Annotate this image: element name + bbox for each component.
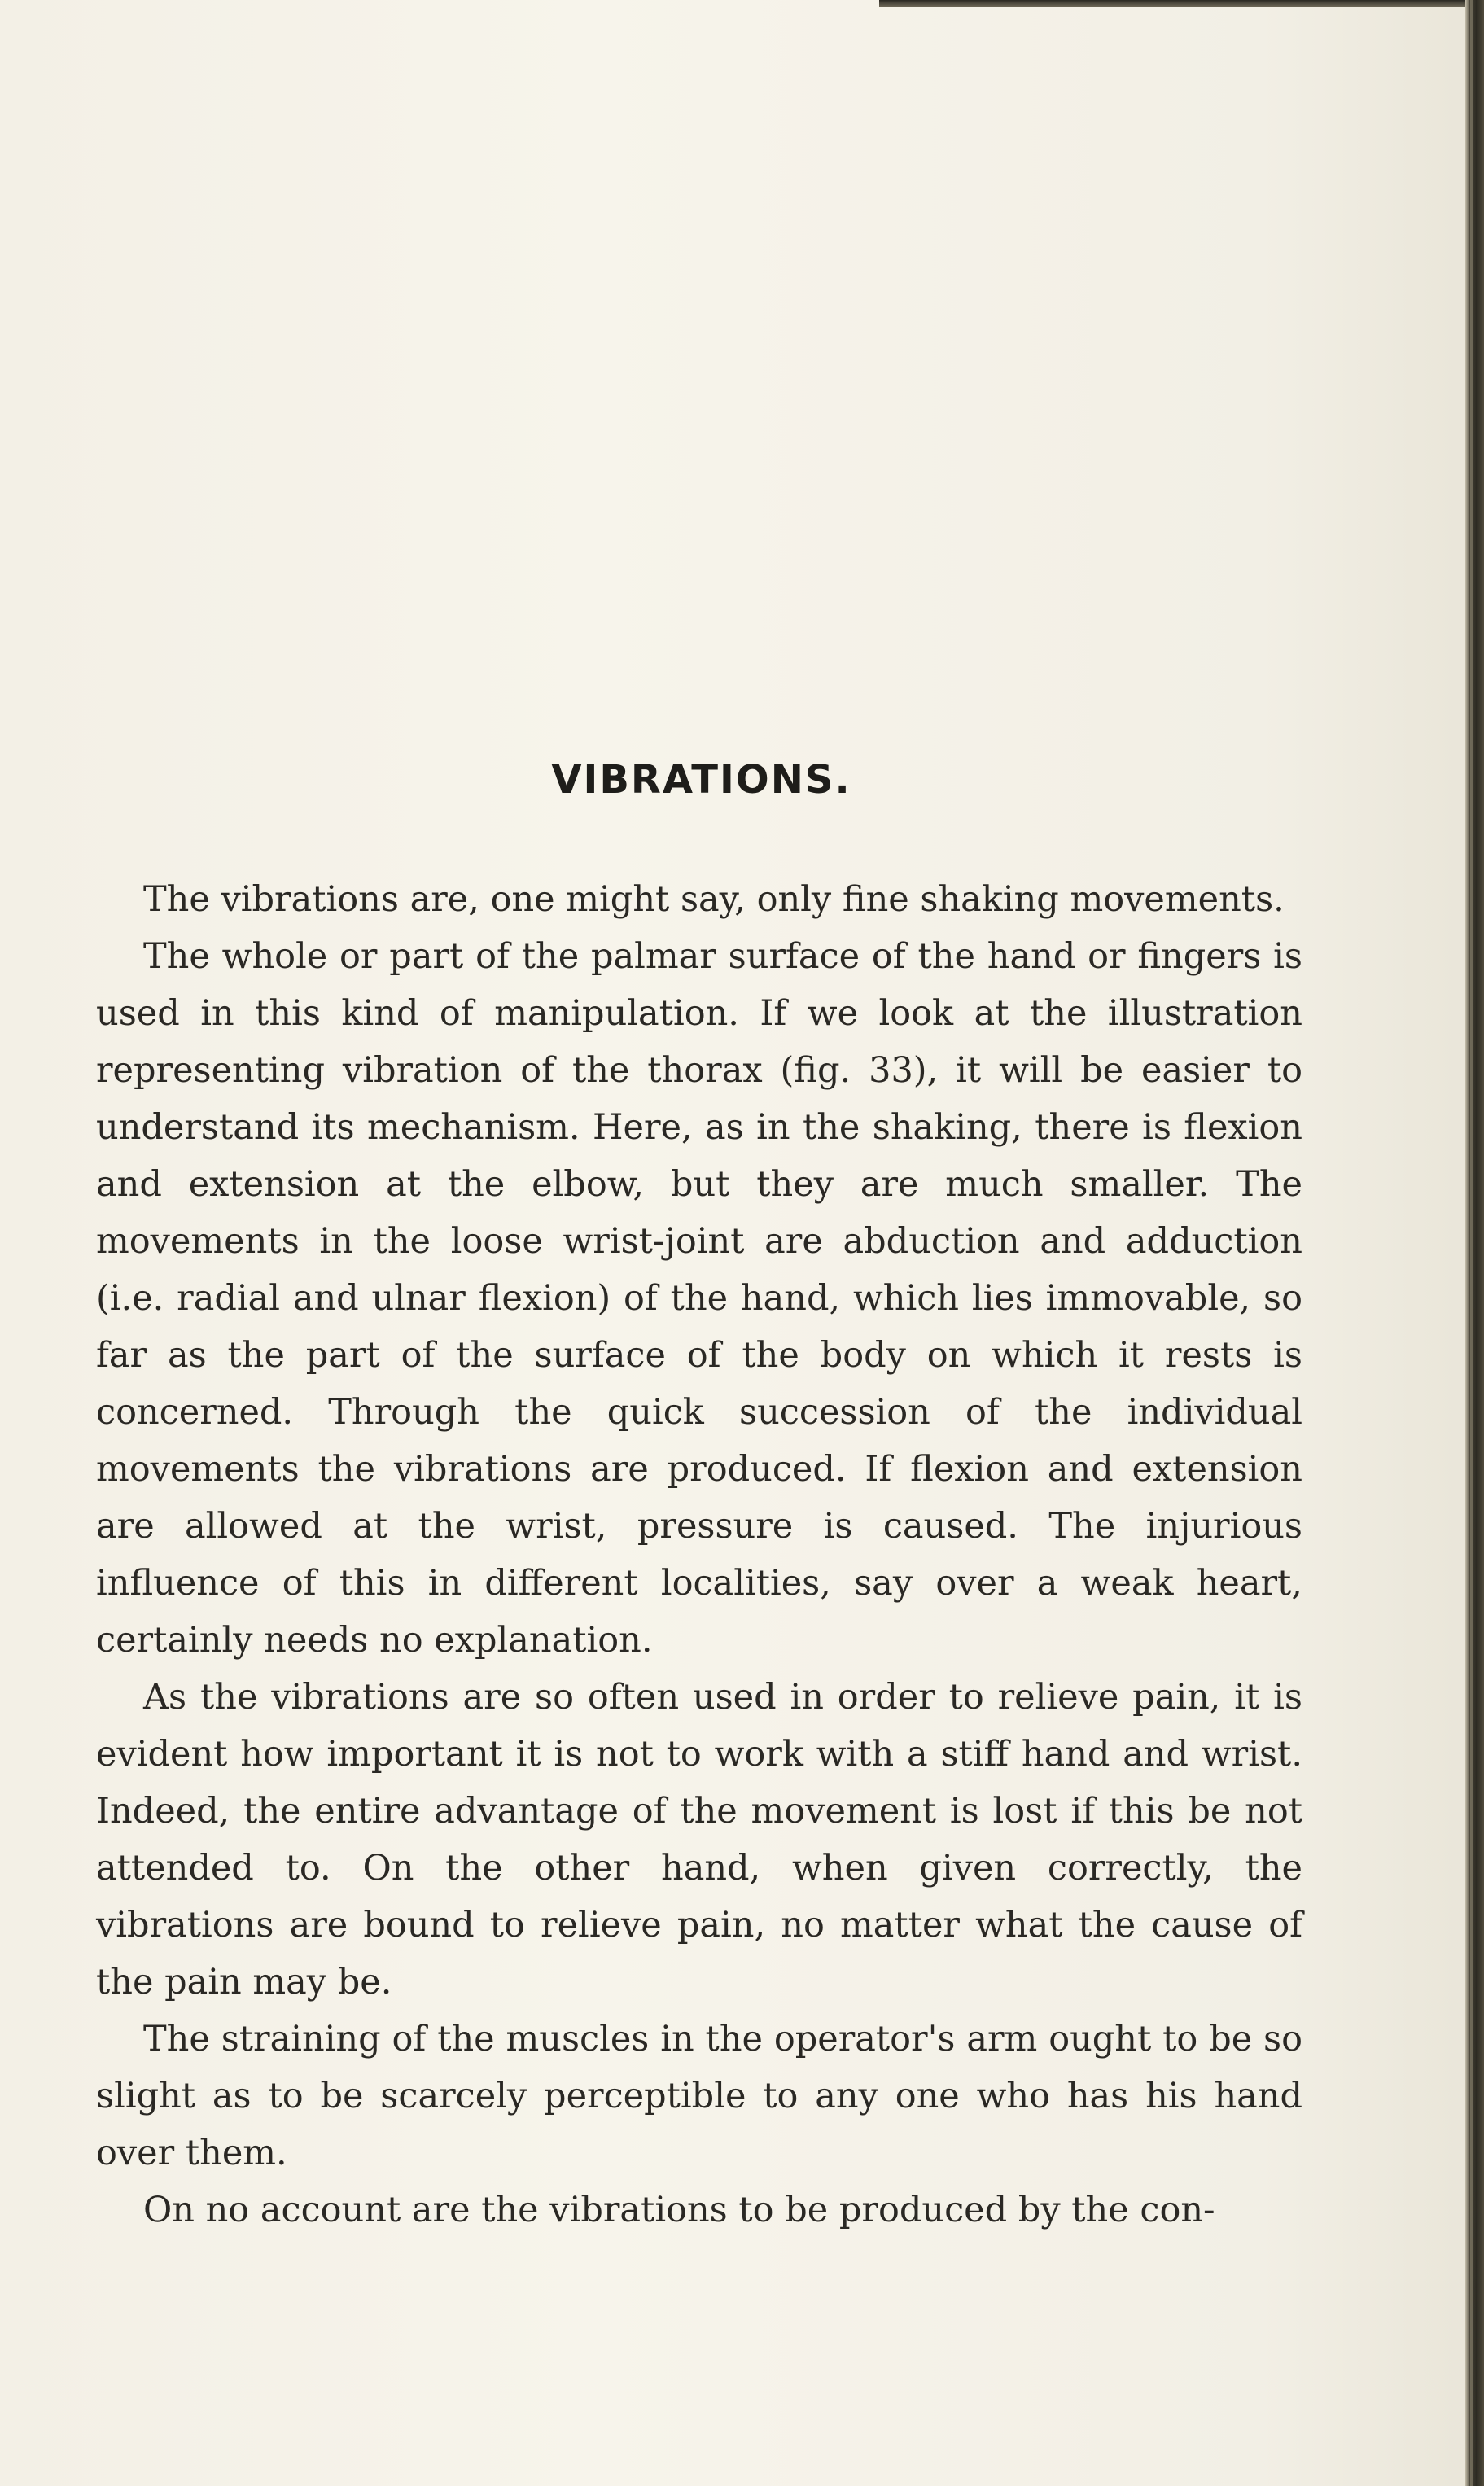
paragraph-3: As the vibrations are so often used in order to relieve pain, it is evident how important it is not to work with a stiff hand and wrist. Indeed, the entire advantage of the movement is lost if this be not attended to. On the other hand, when given correctly, the vibrations are bound to relieve pain, no matter what the cause of the pain may be. — [96, 1677, 1302, 2002]
chapter-title: VIBRATIONS. — [551, 757, 851, 803]
body-text — [96, 871, 1302, 2239]
paragraph-2: The whole or part of the palmar surface of the hand or fingers is used in this kind of manipulation. If we look at the illustration representing vibration of the thorax (fig. 33), it will be easier to understand its mechanism. Here, as in the shaking, there is flexion and extension at the elbow, but they are much smaller. The movements in the loose wrist-joint are abduction and adduction (i.e. radial and ulnar flexion) of the hand, which lies immovable, so far as the part of the surface of the body on which it rests is concerned. Through the quick succession of the individual movements the vibrations are produced. If flexion and extension are allowed at the wrist, pressure is caused. The injurious influence of this in different localities, say over a weak heart, certainly needs no explanation. — [96, 936, 1302, 1661]
paragraph-4: The straining of the muscles in the operator's arm ought to be so slight as to be scarcely perceptible to any one who has his hand over them. — [96, 2019, 1302, 2173]
book-binding-edge — [1465, 0, 1484, 2486]
paragraph-1: The vibrations are, one might say, only fine shaking movements. — [143, 879, 1285, 920]
binding-highlight — [1470, 0, 1473, 2486]
paragraph-5: On no account are the vibrations to be produced by the con- — [143, 2190, 1215, 2230]
top-edge-shadow — [879, 0, 1484, 7]
